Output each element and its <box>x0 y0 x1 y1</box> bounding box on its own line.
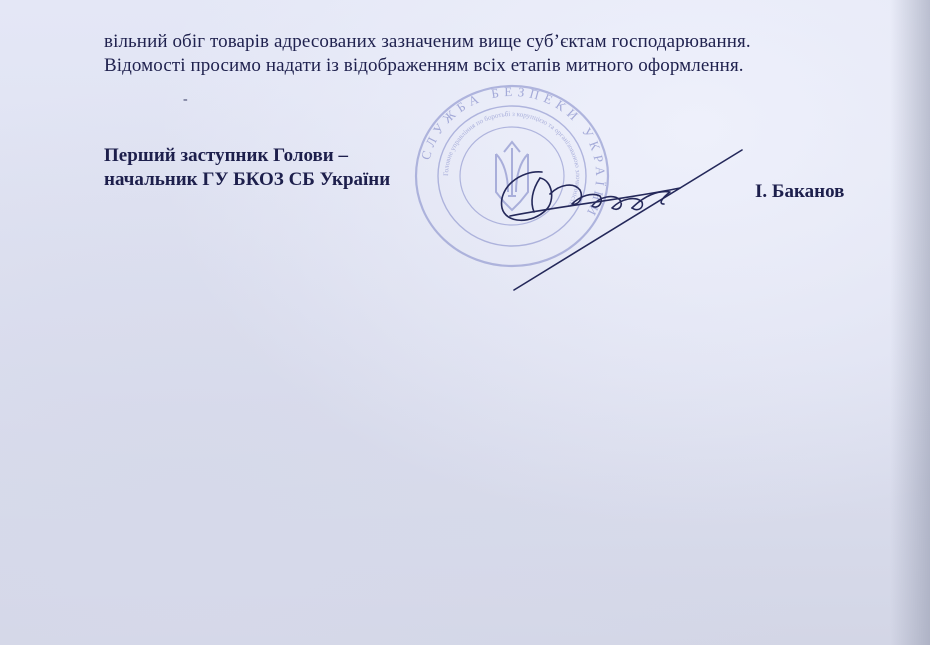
signer-name: І. Баканов <box>755 181 845 202</box>
handwritten-signature <box>480 140 750 300</box>
paragraph-line-1: вільний обіг товарів адресованих зазначеним вище суб’єктам господарювання. <box>104 31 751 52</box>
stray-mark: - <box>183 92 188 107</box>
page-edge-shadow <box>890 0 930 645</box>
signer-title-line-2: начальник ГУ БКОЗ СБ України <box>104 169 391 190</box>
signer-position <box>104 144 390 192</box>
stamp-outer-text-path: СЛУЖБА БЕЗПЕКИ УКРАЇНИ <box>417 84 609 223</box>
signer-title-line-1: Перший заступник Голови – <box>104 145 348 166</box>
paragraph-line-2: Відомості просимо надати із відображенням всіх етапів митного оформлення. <box>104 55 744 76</box>
stamp-inner-text-path: Головне управління по боротьбі з корупцією та організованою злочинністю <box>441 109 583 209</box>
letter-body <box>104 30 904 78</box>
